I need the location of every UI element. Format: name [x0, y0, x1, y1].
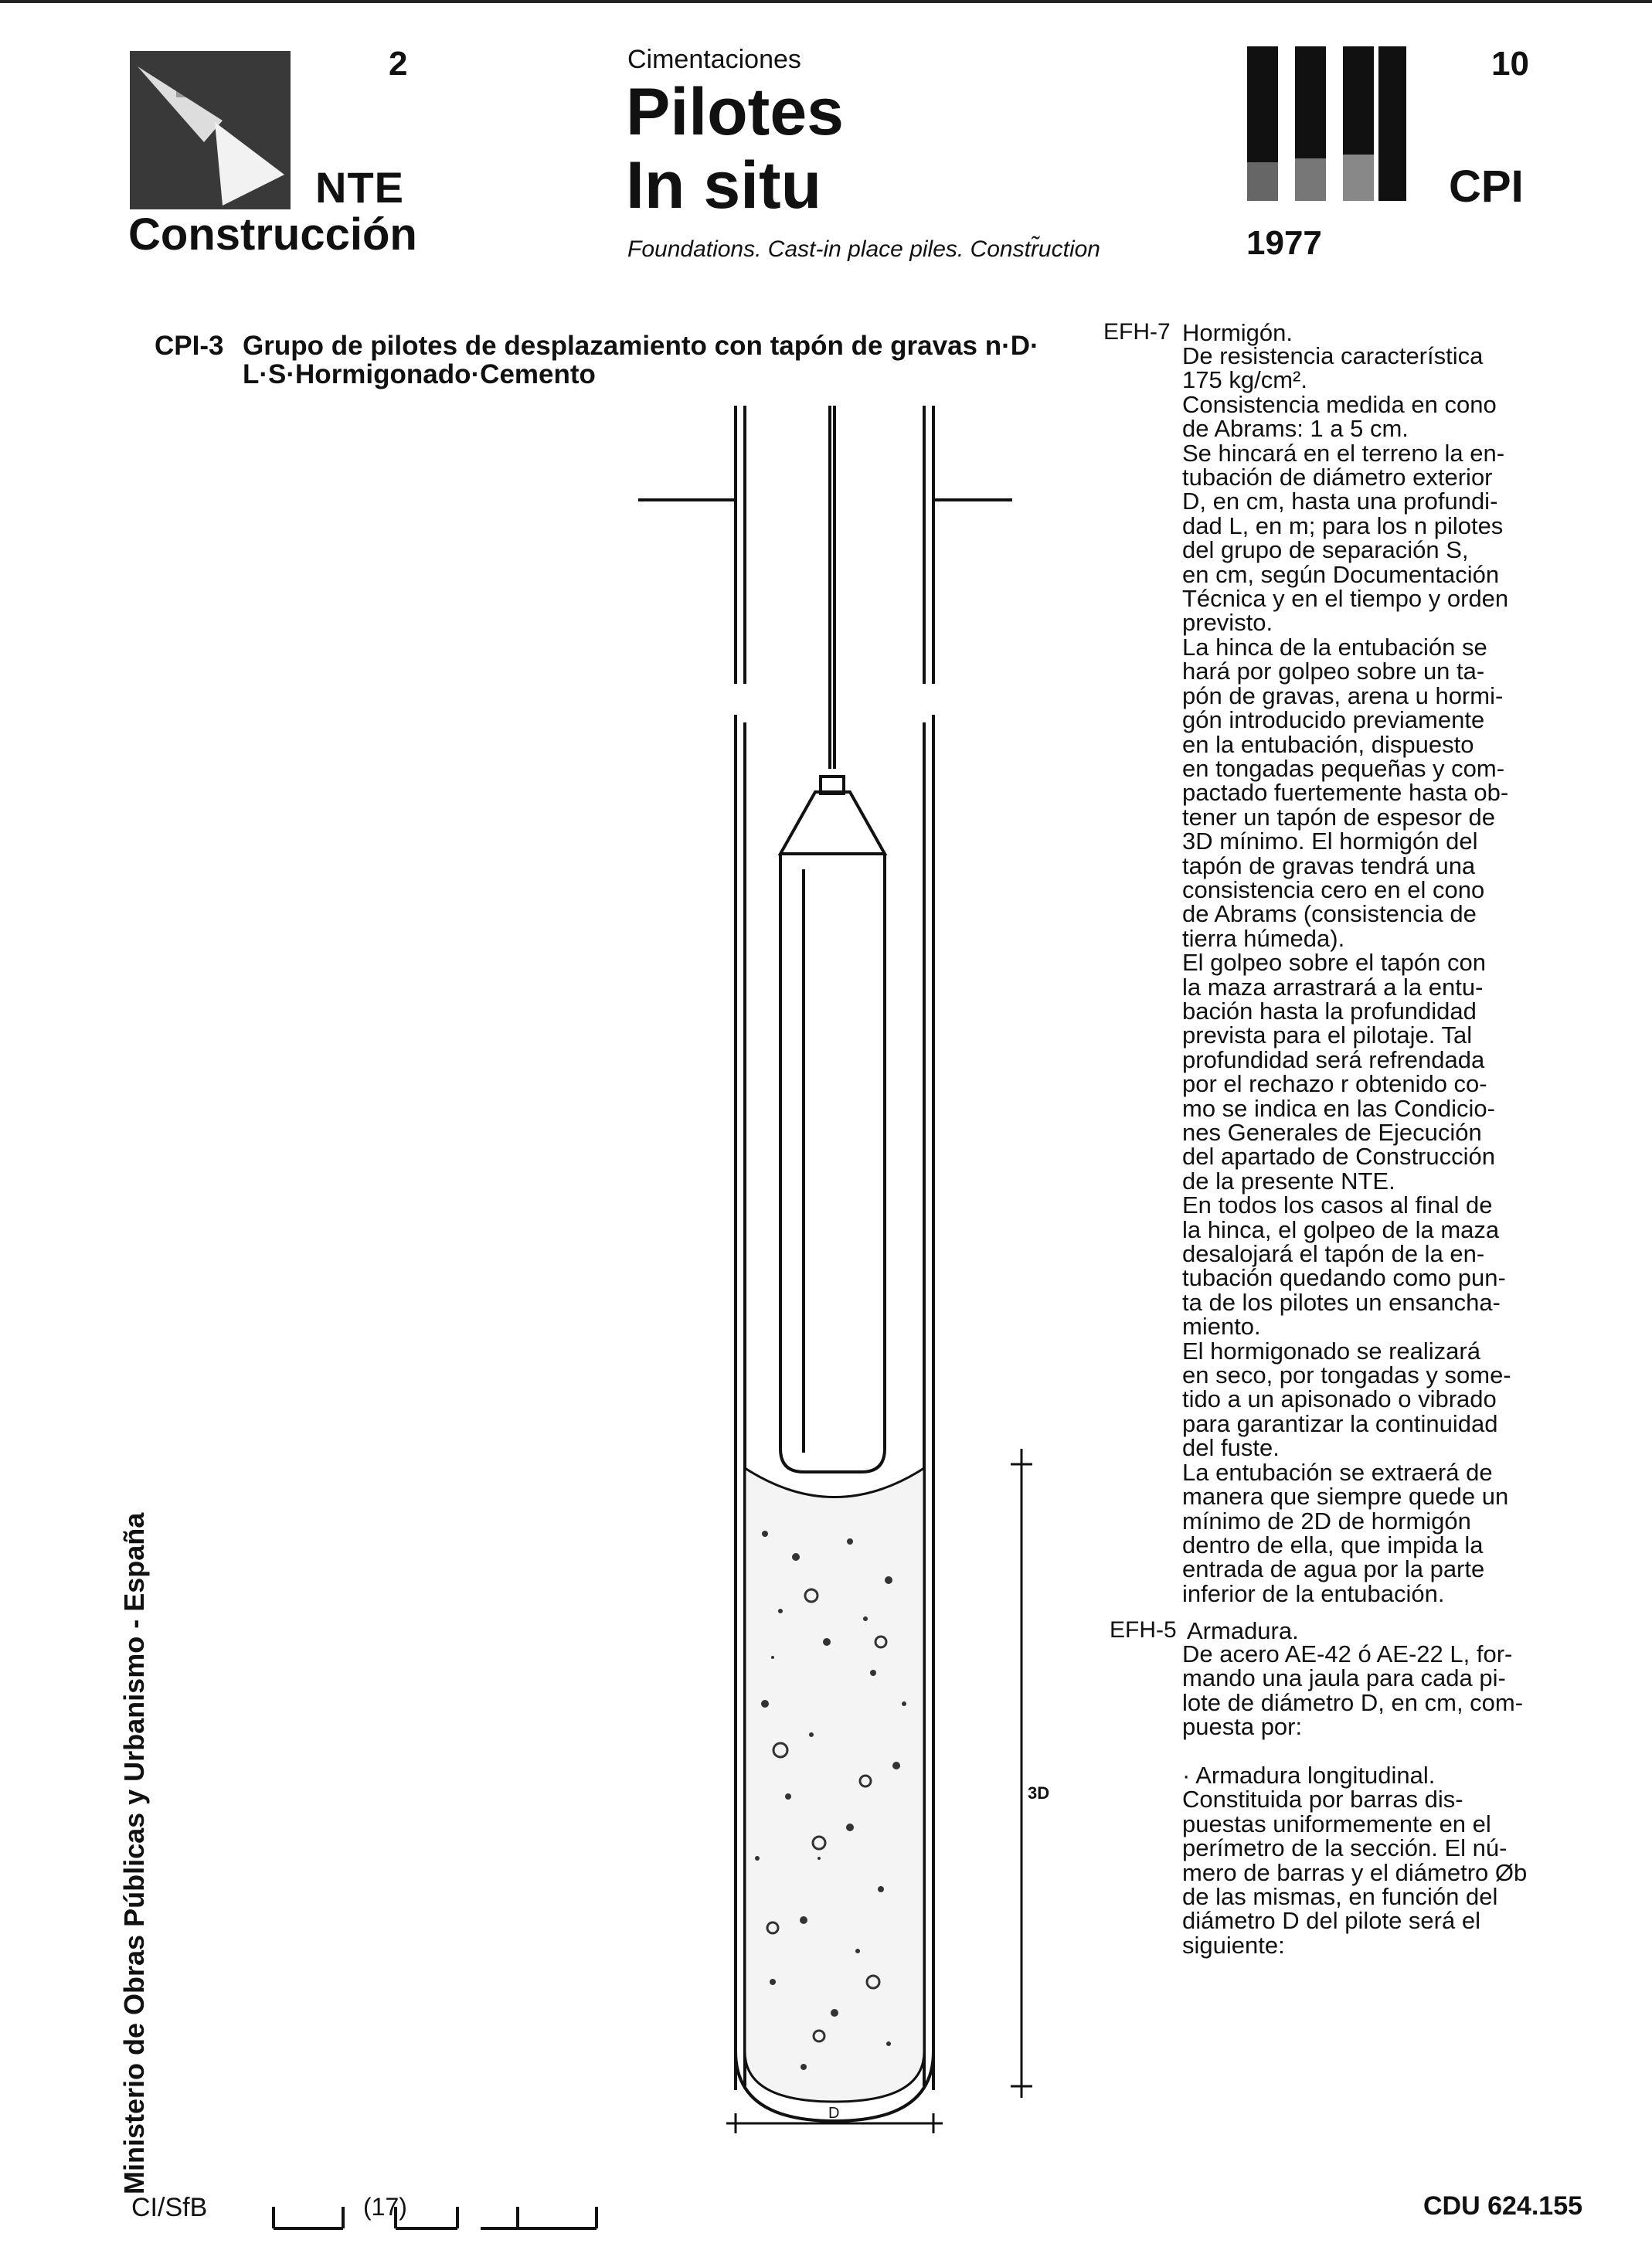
cisfb-label: CI/SfB [131, 2193, 208, 2222]
document-year: 1977 [1246, 224, 1322, 262]
category-label: Cimentaciones [627, 45, 801, 74]
page-title-line2: In situ [626, 148, 822, 223]
figure-code: CPI-3 [155, 331, 224, 361]
pile-bars-emblem [1247, 46, 1406, 201]
cdu-code: CDU 624.155 [1423, 2191, 1583, 2221]
figure-caption-line2: L·S·Hormigonado·Cemento [243, 359, 596, 389]
section-body-armadura: De acero AE-42 ó AE-22 L, for- mando una jaula para cada pi- lote de diámetro D, en cm, com- puesta por: · Armadura longitudinal. Constituida por barras dis- puestas uniformemente en el perímetro de la sección. El nú- mero de barras y el diámetro Øb de las mismas, en función del diámetro D del pilote será el siguiente: [1182, 1640, 1528, 1959]
ministry-side-text: Ministerio de Obras Públicas y Urbanismo - España [118, 1512, 150, 2194]
header-number-right: 10 [1491, 45, 1529, 83]
cisfb-box-number: (17) [363, 2193, 407, 2221]
section-title-armadura: Armadura. [1187, 1617, 1299, 1644]
section-title-hormigon: Hormigón. [1182, 319, 1293, 346]
figure-caption-line1: Grupo de pilotes de desplazamiento con tapón de gravas n·D· [243, 331, 1039, 361]
label-3d: 3D [1028, 1783, 1050, 1803]
nte-label: NTE [315, 163, 404, 212]
cisfb-boxes [272, 2191, 604, 2230]
page-subtitle: Foundations. Cast-in place piles. Constr̃uction [627, 236, 1100, 262]
top-rule [0, 0, 1652, 3]
nte-trowel-logo [130, 51, 291, 209]
page-title-line1: Pilotes [626, 75, 844, 149]
section-code-efh7: EFH-7 [1103, 319, 1171, 345]
document-code: CPI [1449, 161, 1524, 212]
hammer-head [780, 792, 885, 854]
hammer-body [780, 854, 885, 1472]
section-body-hormigon: De resistencia característica 175 kg/cm². Consistencia medida en cono de Abrams: 1 a 5 cm. Se hincará en el terreno la en- tubación de diámetro exterior D, en cm, hasta una profundi- dad L, en m; para los n pilotes del grupo de separación S, en cm, según Documentación Técnica y en el tiempo y orden previsto. La hinca de la entubación se hará por golpeo sobre un ta- pón de gravas, arena u hormi- gón introducido previamente en la entubación, dispuesto en tongadas pequeñas y com- pactado fuertemente hasta ob- tener un tapón de espesor de 3D mínimo. El hormigón del tapón de gravas tendrá una consistencia cero en el cono de Abrams (consistencia de tierra húmeda). El golpeo sobre el tapón con la maza arrastrará a la entu- bación hasta la profundidad prevista para el pilotaje. Tal profundidad será refrendada por el rechazo r obtenido co- mo se indica en las Condicio- nes Generales de Ejecución del apartado de Construcción de la presente NTE. En todos los casos al final de la hinca, el golpeo de la maza desalojará el tapón de la en- tubación quedando como pun- ta de los pilotes un ensancha- miento. El hormigonado se realizará en seco, por tongadas y some- tido a un apisonado o vibrado para garantizar la continuidad del fuste. La entubación se extraerá de manera que siempre quede un mínimo de 2D de hormigón dentro de ella, que impida la entrada de agua por la parte inferior de la entubación. [1182, 342, 1511, 1607]
section-code-efh5: EFH-5 [1110, 1617, 1177, 1643]
label-d: D [828, 2105, 840, 2122]
gravel-plug [745, 1468, 924, 2102]
header-number-left: 2 [389, 45, 408, 83]
construccion-label: Construcción [128, 209, 417, 260]
pile-diagram [618, 390, 1051, 2136]
